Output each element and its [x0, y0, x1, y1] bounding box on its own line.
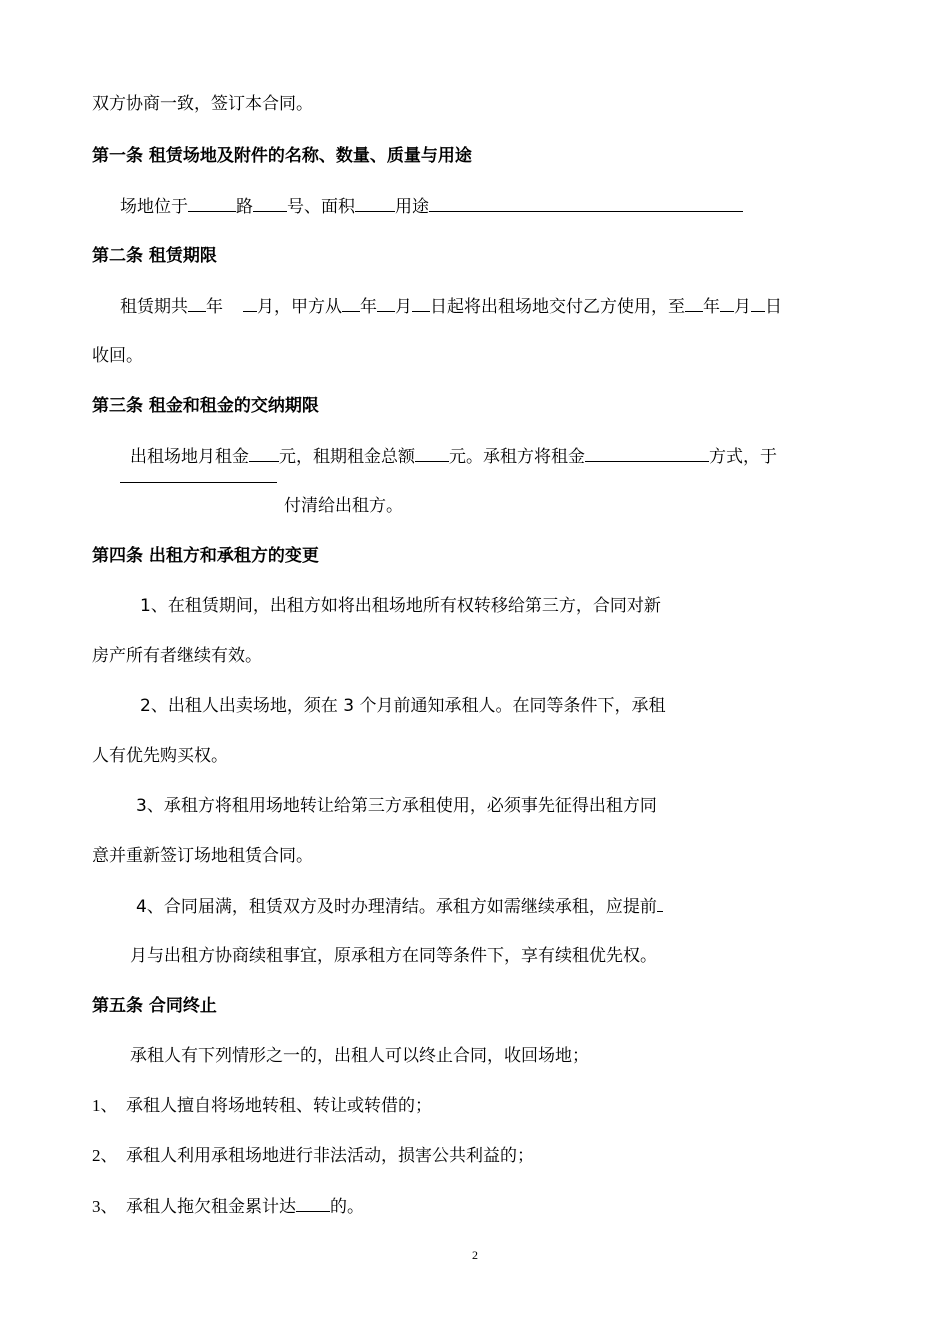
intro-line: 双方协商一致，签订本合同。 [92, 94, 313, 114]
blank-field [720, 295, 734, 312]
article-3-title: 第三条 租金和租金的交纳期限 [92, 396, 319, 416]
blank-line [120, 482, 277, 483]
blank-field [253, 195, 287, 212]
blank-field [657, 895, 663, 912]
article-4-item-4-cont: 月与出租方协商续租事宜，原承租方在同等条件下，享有续租优先权。 [130, 946, 657, 966]
article-4-item-1-cont: 房产所有者继续有效。 [92, 646, 262, 666]
blank-field [342, 295, 360, 312]
blank-field [188, 295, 206, 312]
blank-field [377, 295, 395, 312]
article-4-item-2-cont: 人有优先购买权。 [92, 746, 228, 766]
blank-field [415, 445, 449, 462]
article-5-clause-3: 3、 承租人拖欠租金累计达 的。 [92, 1197, 364, 1217]
article-2-title: 第二条 租赁期限 [92, 246, 217, 266]
blank-field [685, 295, 703, 312]
blank-field [296, 1195, 330, 1212]
article-1-title: 第一条 租赁场地及附件的名称、数量、质量与用途 [92, 146, 472, 166]
article-4-item-3-cont: 意并重新签订场地租赁合同。 [92, 846, 313, 866]
blank-field [751, 295, 765, 312]
blank-field [188, 195, 236, 212]
article-5-lead: 承租人有下列情形之一的，出租人可以终止合同，收回场地； [130, 1046, 589, 1066]
blank-field [243, 295, 257, 312]
article-2-body: 租赁期共 年 月，甲方从 年 月 日起将出租场地交付乙方使用，至 年 月 日 [120, 297, 782, 317]
blank-field [585, 445, 709, 462]
blank-field [249, 445, 279, 462]
blank-field [412, 295, 430, 312]
article-4-item-4: 4、合同届满，租赁双方及时办理清结。承租方如需继续承租，应提前 [136, 895, 663, 918]
article-1-body: 场地位于 路 号、面积 用途 [120, 195, 743, 218]
article-5-title: 第五条 合同终止 [92, 996, 217, 1016]
article-4-title: 第四条 出租方和承租方的变更 [92, 546, 319, 566]
blank-field [429, 195, 743, 212]
blank-field [355, 195, 395, 212]
article-2-body-cont: 收回。 [92, 346, 143, 366]
article-4-item-1: 1、在租赁期间，出租方如将出租场地所有权转移给第三方，合同对新 [140, 596, 661, 616]
page-number: 2 [472, 1248, 478, 1262]
article-4-item-3: 3、承租方将租用场地转让给第三方承租使用，必须事先征得出租方同 [136, 796, 657, 816]
article-4-item-2: 2、出租人出卖场地，须在 3 个月前通知承租人。在同等条件下，承租 [140, 696, 666, 716]
article-3-body: 出租场地月租金 元，租期租金总额 元。承租方将租金 方式，于 [130, 447, 777, 467]
article-5-clause-1: 1、 承租人擅自将场地转租、转让或转借的； [92, 1096, 432, 1116]
article-5-clause-2: 2、 承租人利用承租场地进行非法活动，损害公共利益的； [92, 1146, 534, 1166]
article-3-body-cont: 付清给出租方。 [284, 496, 403, 516]
